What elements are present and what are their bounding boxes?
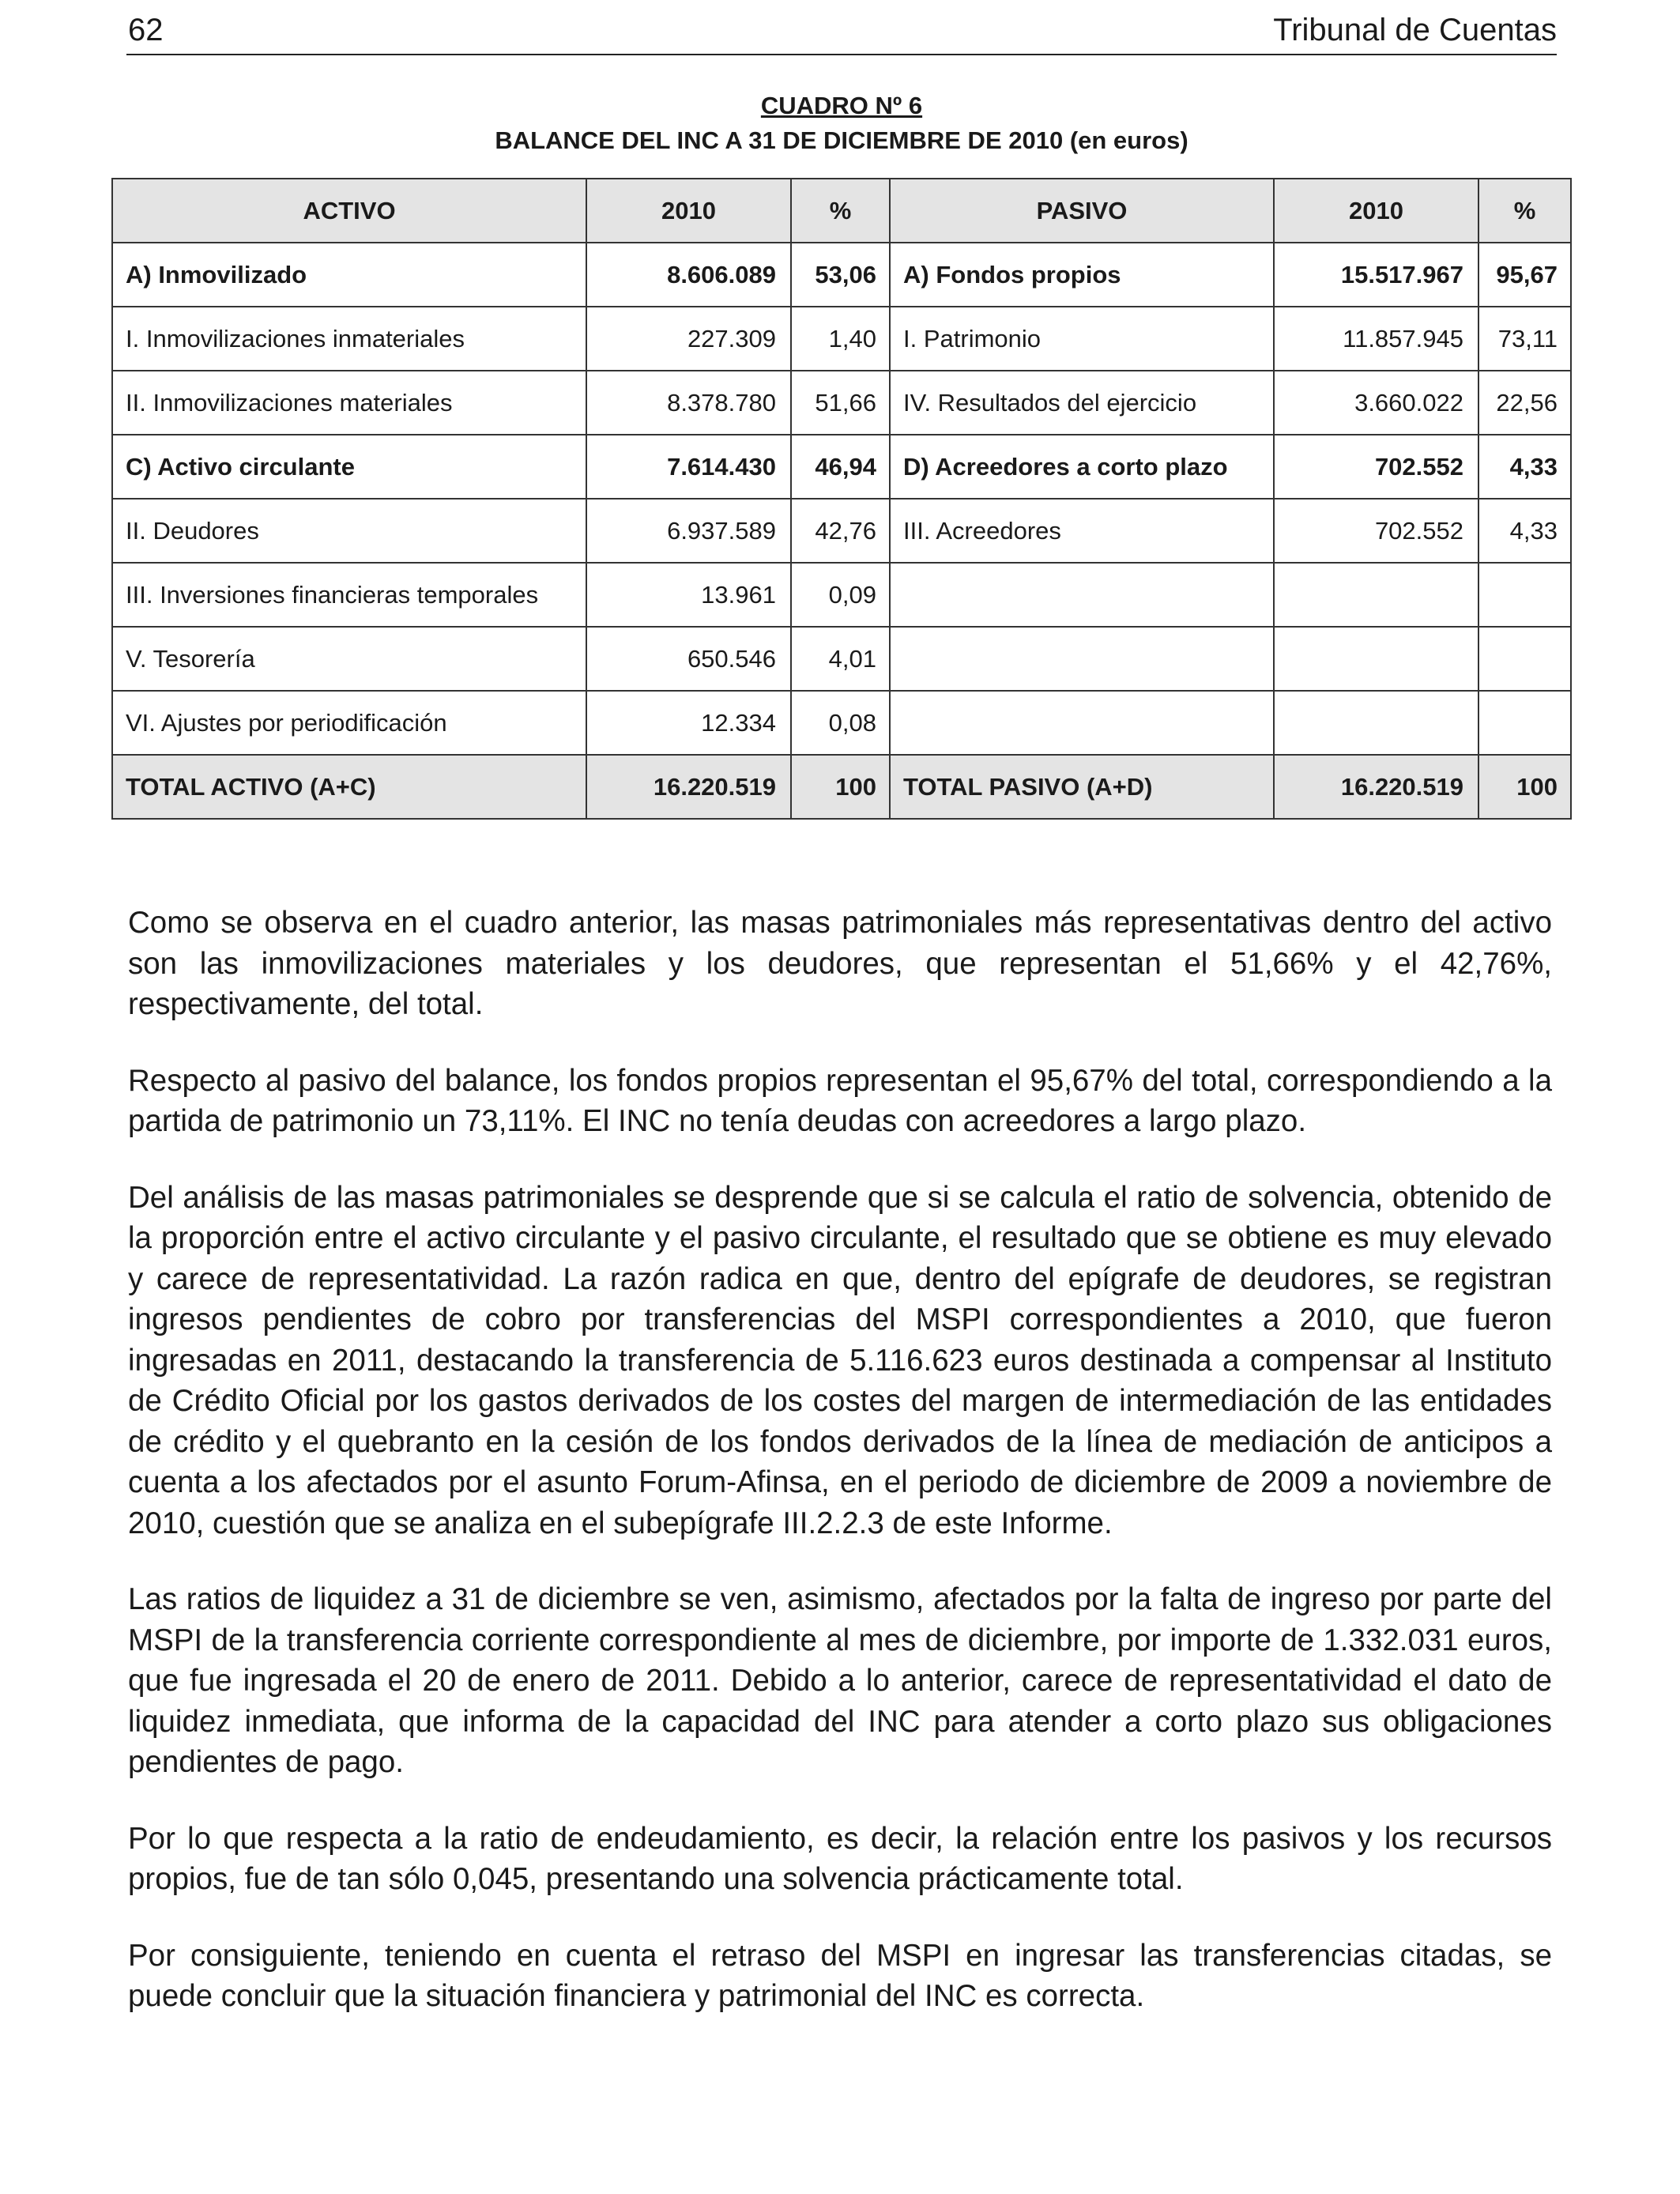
cell-activo-value: 227.309 bbox=[586, 307, 791, 371]
cell-activo-value: 6.937.589 bbox=[586, 499, 791, 563]
table-total-row bbox=[112, 755, 1571, 819]
cell-activo-value: 8.606.089 bbox=[586, 243, 791, 307]
cell-activo-label: I. Inmovilizaciones inmateriales bbox=[112, 307, 586, 371]
paragraph: Como se observa en el cuadro anterior, las masas patrimoniales más representativas dentro del activo son las inmovilizaciones materiales y los deudores, que representan el 51,66% y el 42,76%, respectivamente, del total. bbox=[128, 906, 1552, 1021]
paragraph: Respecto al pasivo del balance, los fondos propios representan el 95,67% del total, correspondiendo a la partida de patrimonio un 73,11%. El INC no tenía deudas con acreedores a largo plazo. bbox=[128, 1063, 1552, 1138]
header-pasivo-pct: % bbox=[1478, 179, 1571, 243]
cell-pasivo-label: D) Acreedores a corto plazo bbox=[890, 435, 1274, 499]
total-activo-value: 16.220.519 bbox=[586, 755, 791, 819]
header-activo-year: 2010 bbox=[586, 179, 791, 243]
cell-pasivo-value bbox=[1274, 563, 1478, 627]
cell-pasivo-label: III. Acreedores bbox=[890, 499, 1274, 563]
balance-table bbox=[111, 178, 1572, 820]
cell-pasivo-value: 702.552 bbox=[1274, 499, 1478, 563]
cell-activo-label: V. Tesorería bbox=[112, 627, 586, 691]
cell-activo-label: VI. Ajustes por periodificación bbox=[112, 691, 586, 755]
header-activo: ACTIVO bbox=[112, 179, 586, 243]
cell-pasivo-value: 11.857.945 bbox=[1274, 307, 1478, 371]
table-row bbox=[112, 307, 1571, 371]
cell-pasivo-label: IV. Resultados del ejercicio bbox=[890, 371, 1274, 435]
total-pasivo-value: 16.220.519 bbox=[1274, 755, 1478, 819]
cell-pasivo-value: 3.660.022 bbox=[1274, 371, 1478, 435]
cell-activo-value: 7.614.430 bbox=[586, 435, 791, 499]
cell-pasivo-pct: 22,56 bbox=[1478, 371, 1571, 435]
cell-pasivo-value: 702.552 bbox=[1274, 435, 1478, 499]
table-row bbox=[112, 627, 1571, 691]
cell-activo-value: 650.546 bbox=[586, 627, 791, 691]
cell-pasivo-label bbox=[890, 563, 1274, 627]
table-row bbox=[112, 691, 1571, 755]
cell-pasivo-value bbox=[1274, 691, 1478, 755]
paragraph: Por lo que respecta a la ratio de endeudamiento, es decir, la relación entre los pasivos y los recursos propios, fue de tan sólo 0,045, presentando una solvencia prácticamente total. bbox=[128, 1821, 1552, 1896]
cell-activo-pct: 53,06 bbox=[791, 243, 890, 307]
cell-pasivo-pct: 4,33 bbox=[1478, 499, 1571, 563]
cell-activo-label: A) Inmovilizado bbox=[112, 243, 586, 307]
header-activo-pct: % bbox=[791, 179, 890, 243]
cell-pasivo-pct: 95,67 bbox=[1478, 243, 1571, 307]
page-header bbox=[126, 8, 1557, 55]
cell-activo-label: II. Deudores bbox=[112, 499, 586, 563]
cell-activo-value: 12.334 bbox=[586, 691, 791, 755]
cell-activo-pct: 51,66 bbox=[791, 371, 890, 435]
paragraph: Por consiguiente, teniendo en cuenta el retraso del MSPI en ingresar las transferencias citadas, se puede concluir que la situación financiera y patrimonial del INC es correcta. bbox=[128, 1938, 1552, 2013]
cell-pasivo-label bbox=[890, 691, 1274, 755]
cell-pasivo-label: A) Fondos propios bbox=[890, 243, 1274, 307]
table-title: BALANCE DEL INC A 31 DE DICIEMBRE DE 2010 (en euros) bbox=[495, 126, 1188, 154]
cell-pasivo-label bbox=[890, 627, 1274, 691]
cell-pasivo-pct bbox=[1478, 691, 1571, 755]
cell-activo-pct: 0,08 bbox=[791, 691, 890, 755]
cell-pasivo-label: I. Patrimonio bbox=[890, 307, 1274, 371]
cell-pasivo-pct: 4,33 bbox=[1478, 435, 1571, 499]
paragraph: Del análisis de las masas patrimoniales se desprende que si se calcula el ratio de solvencia, obtenido de la proporción entre el activo circulante y el pasivo circulante, el resultado que se obtiene es muy elevado y carece de representatividad. La razón radica en que, dentro del epígrafe de deudores, se registran ingresos pendientes de cobro por transferencias del MSPI correspondientes a 2010, que fueron ingresadas en 2011, destacando la transferencia de 5.116.623 euros destinada a compensar al Instituto de Crédito Oficial por los gastos derivados de los costes del margen de intermediación de las entidades de crédito y el quebranto en la cesión de los fondos derivados de la línea de mediación de anticipos a cuenta a los afectados por el asunto Forum-Afinsa, en el periodo de diciembre de 2009 a noviembre de 2010, cuestión que se analiza en el subepígrafe III.2.2.3 de este Informe. bbox=[128, 1180, 1552, 1540]
table-row bbox=[112, 371, 1571, 435]
table-row bbox=[112, 435, 1571, 499]
total-pasivo-pct: 100 bbox=[1478, 755, 1571, 819]
header-pasivo: PASIVO bbox=[890, 179, 1274, 243]
cell-pasivo-value bbox=[1274, 627, 1478, 691]
cell-activo-value: 8.378.780 bbox=[586, 371, 791, 435]
cell-activo-pct: 4,01 bbox=[791, 627, 890, 691]
cell-pasivo-pct bbox=[1478, 563, 1571, 627]
cell-pasivo-pct bbox=[1478, 627, 1571, 691]
cell-activo-pct: 42,76 bbox=[791, 499, 890, 563]
cell-pasivo-value: 15.517.967 bbox=[1274, 243, 1478, 307]
header-pasivo-year: 2010 bbox=[1274, 179, 1478, 243]
cell-activo-pct: 0,09 bbox=[791, 563, 890, 627]
cell-activo-pct: 46,94 bbox=[791, 435, 890, 499]
table-row bbox=[112, 563, 1571, 627]
cell-activo-label: II. Inmovilizaciones materiales bbox=[112, 371, 586, 435]
total-activo-pct: 100 bbox=[791, 755, 890, 819]
cell-activo-value: 13.961 bbox=[586, 563, 791, 627]
total-activo-label: TOTAL ACTIVO (A+C) bbox=[112, 755, 586, 819]
body-text bbox=[128, 903, 1552, 2053]
cell-activo-pct: 1,40 bbox=[791, 307, 890, 371]
paragraph: Las ratios de liquidez a 31 de diciembre se ven, asimismo, afectados por la falta de ingreso por parte del MSPI de la transferencia corriente correspondiente al mes de diciembre, por importe de 1.332.031 euros, que fue ingresada el 20 de enero de 2011. Debido a lo anterior, carece de representatividad el dato de liquidez inmediata, que informa de la capacidad del INC para atender a corto plazo sus obligaciones pendientes de pago. bbox=[128, 1582, 1552, 1779]
organization-name: Tribunal de Cuentas bbox=[1273, 13, 1557, 47]
table-row bbox=[112, 243, 1571, 307]
table-number: CUADRO Nº 6 bbox=[760, 92, 923, 119]
cell-activo-label: C) Activo circulante bbox=[112, 435, 586, 499]
cell-activo-label: III. Inversiones financieras temporales bbox=[112, 563, 586, 627]
total-pasivo-label: TOTAL PASIVO (A+D) bbox=[890, 755, 1274, 819]
table-header-row bbox=[112, 179, 1571, 243]
page-number: 62 bbox=[128, 13, 164, 47]
cell-pasivo-pct: 73,11 bbox=[1478, 307, 1571, 371]
table-row bbox=[112, 499, 1571, 563]
